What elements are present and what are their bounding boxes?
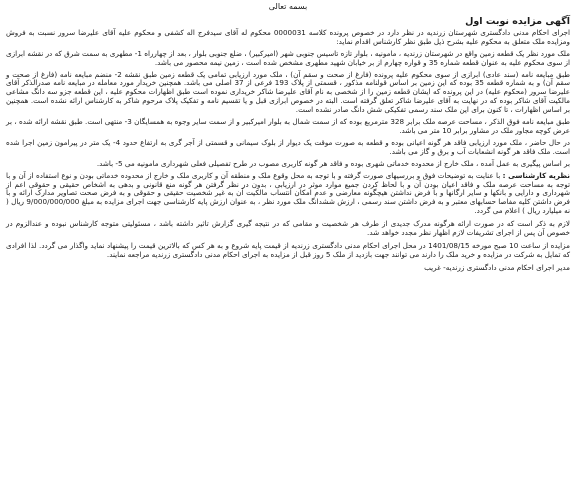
note-paragraph: لازم به ذکر است که در صورت ارائه هرگونه مدرک جدیدی از طرف هر شخصیت و مقامی که در نتیجه گیری گزارش تاثیر داشته باشد ، مسئولیتی متوجه کارشناس نبوده و عندالزوم در خصوص آن پس از اجرای تشریفات لازم اظهار نظر مجدد خواهد شد. xyxy=(6,219,570,238)
item-2-ownership: طبق مبایعه نامه (سند عادی) ابرازی از سوی محکوم علیه پرونده (فارغ از صحت و سقم آن) ، ملک مورد ارزیابی تمامی یک قطعه زمین طبق نقشه 2- منضم مبایعه نامه (فارغ از صحت و سقم آن) و به شماره قطعه 35 بوده که این زمین بر اساس قولنامه مذکور ، قسمتی از پلاک 193 فرعی از 37 اصلی می باشد. همچنین خریدار مورد معامله در مبایعه نامه صدرالذکر آقای علیرضا سرور (محکوم علیه) در این پرونده که ایشان قطعه زمین را از شخصی به نام آقای علیرضا شاکر خریداری نموده است طبق اظهارات محکوم علیه ، این قطعه جزو سه دانگ مشاعی مالکیت آقای شاکر بوده که در نهایت به آقای علیرضا شاکر تعلق گرفته است. البته در خصوص ابرازی قبل و یا تقسیم نامه و تفکیک پلاک مرحوم شاکر به کارشناس ارائه نشده است. همچنین بر اساس اظهارات ، تا کنون برای این ملک سند رسمی تفکیکی شش دانگ صادر نشده است. xyxy=(6,69,571,115)
expert-opinion xyxy=(6,172,570,217)
expert-opinion-label: نظریه کارشناسی : xyxy=(502,170,571,180)
signature-line: مدیر اجرای احکام مدنی دادگستری زرندیه- غریب xyxy=(424,262,570,272)
item-5-zoning: بر اساس پیگیری به عمل آمده ، ملک خارج از محدوده خدماتی شهری بوده و فاقد هر گونه کاربری مصوب در طرح تفصیلی فعلی شهرداری مامونیه می 5- باشد. xyxy=(96,158,570,168)
basmala-heading: بسمه تعالی xyxy=(268,2,308,11)
expert-opinion-text: با عنایت به توضیحات فوق و بررسیهای صورت گرفته و با توجه به محل وقوع ملک و منطقه آن و کاربری ملک و خارج از محدوده خدماتی بودن و نوع استفاده از آن و با توجه به مساحت عرصه ملک و فاقد اعیان بودن آن و با لحاظ کردن جمیع موارد موثر در ارزیابی ، بدون در نظر گرفتن هر گونه منع قانونی و بدهی به اشخاص حقیقی و حقوقی اعم از شهرداری و دارایی و بانکها و سایر ارگانها و با فرض نداشتن هیچگونه معارضی و عدم امکان انتساب مالکیت آن به غیر شخصیت حقیقی و حقوقی و به فرض صحت تصاویر مدارک ارائه و با فرض داشتن کلیه مفاصا حسابهای معتبر و به فرض داشتن سند رسمی ، ارزش ششدانگ ملک مورد نظر ، به عنوان ارزش پایه کارشناسی جهت اجرای مزایده به مبلغ 9/000/000/000 ریال ( نه میلیارد ریال ) اعلام می گردد. xyxy=(6,170,570,216)
item-1-location: ملک مورد نظر یک قطعه زمین واقع در شهرستان زرندیه ، مامونیه ، بلوار تازه تاسیس جنوبی شهر (امیرکبیر) ، ضلع جنوبی بلوار ، بعد از چهارراه 1- مطهری به سمت شرق که در نقشه ابرازی از سوی محکوم علیه به عنوان قطعه شماره 35 و قواره چهارم از بر خیابان شهید مطهری مشخص شده است ، زمین نیمه محصور می باشد. xyxy=(6,48,570,67)
auction-details: مزایده از ساعت 10 صبح مورخه 1401/08/15 در محل اجرای احکام مدنی دادگستری زرندیه از قیمت پایه شروع و به هر کس که بالاترین قیمت را پیشنهاد نماید واگذار می گردد. لذا افرادی که تمایل به شرکت در مزایده و خرید ملک را دارند می توانند جهت بازدید از ملک 5 روز قبل از مزایده به اجرای احکام مدنی دادگستری زرندیه مراجعه نمایند. xyxy=(6,240,570,259)
item-3-area: طبق مبایعه نامه فوق الذکر ، مساحت عرصه ملک برابر 328 مترمربع بوده که از سمت شمال به بلوار امیرکبیر و از سمت سایر وجوه به همسایگان 3- منتهی است. طبق نقشه ارائه شده ، بر عرض کوچه مجاور ملک در مشاور برابر 10 متر می باشد. xyxy=(6,117,570,135)
notice-title: آگهی مزایده نوبت اول xyxy=(465,15,570,27)
intro-paragraph: اجرای احکام مدنی دادگستری شهرستان زرندیه در نظر دارد در خصوص پرونده کلاسه 0000031 محکوم له آقای سیدفرج اله کشفی و محکوم علیه آقای علیرضا سرور نسبت به فروش ومزایده ملک متعلق به محکوم علیه بشرح ذیل طبق نظر کارشناس اقدام نماید: xyxy=(6,27,570,46)
item-4-current-state: در حال حاضر ، ملک مورد ارزیابی فاقد هر گونه اعیانی بوده و قطعه به صورت موقت یک دیوار از بلوک سیمانی و قسمتی از آجر گری به ارتفاع حدود 4- یک متر در پیرامون زمین اجرا شده است. ملک فاقد هر گونه انشعابات آب و برق و گاز می باشد. xyxy=(6,137,570,156)
